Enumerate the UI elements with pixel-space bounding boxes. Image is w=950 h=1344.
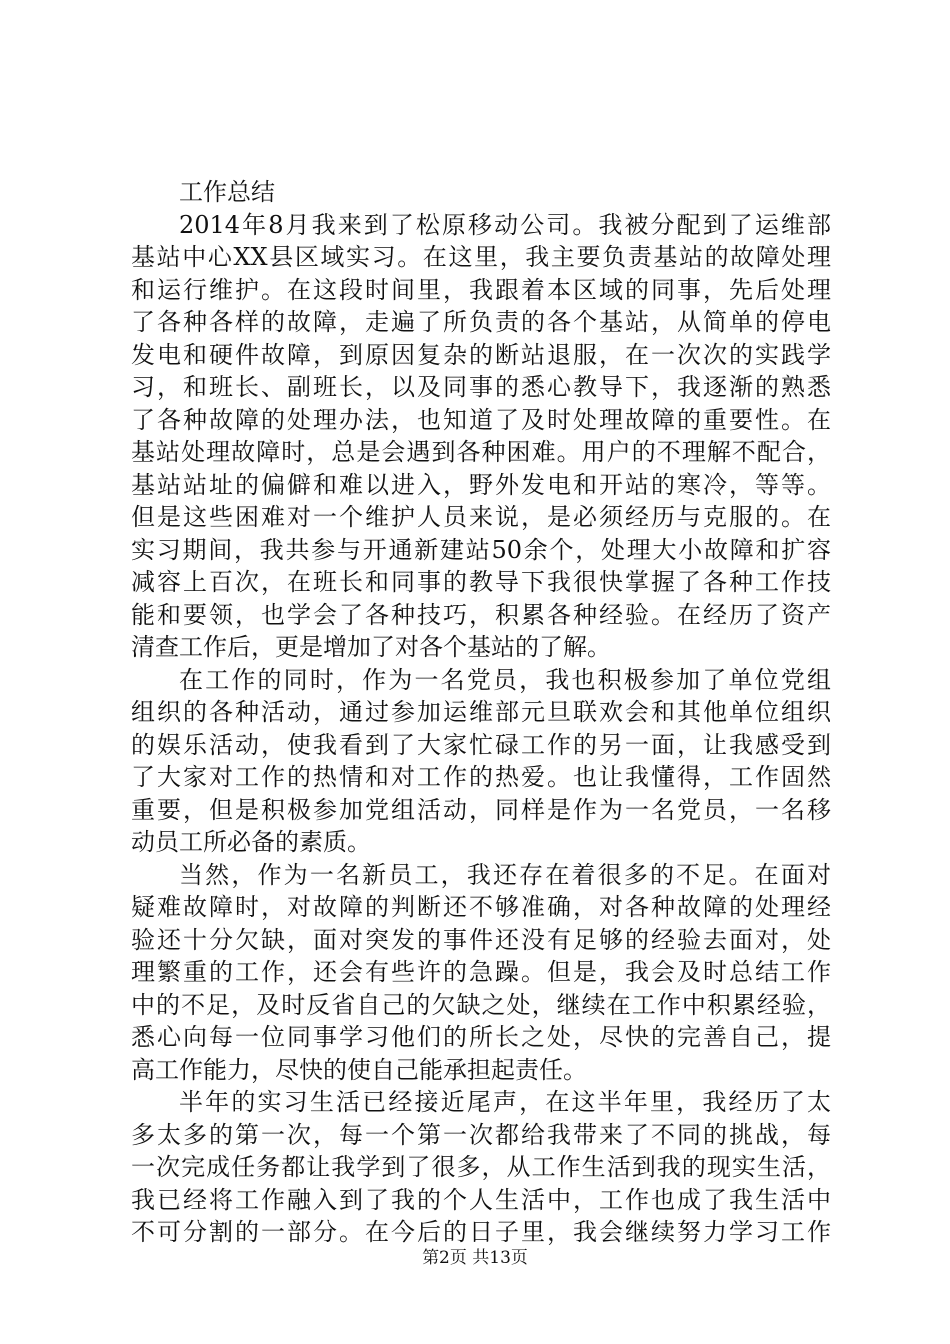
page-number-footer: 第2页 共13页 xyxy=(422,1248,528,1268)
paragraph-line: 但是这些困难对一个维护人员来说，是必须经历与克服的。在 xyxy=(131,503,831,531)
paragraph-line: 清查工作后，更是增加了对各个基站的了解。 xyxy=(131,633,611,661)
paragraph-line: 一次完成任务都让我学到了很多，从工作生活到我的现实生活， xyxy=(131,1153,831,1181)
paragraph-list xyxy=(131,209,831,1249)
paragraph-line: 和运行维护。在这段时间里，我跟着本区域的同事，先后处理 xyxy=(131,275,831,304)
paragraph xyxy=(131,209,831,664)
paragraph-line: 2014年8月我来到了松原移动公司。我被分配到了运维部 xyxy=(179,210,831,239)
document-heading: 工作总结 xyxy=(179,178,275,206)
paragraph-line: 发电和硬件故障，到原因复杂的断站退服，在一次次的实践学 xyxy=(131,340,831,369)
paragraph-line: 验还十分欠缺，面对突发的事件还没有足够的经验去面对，处 xyxy=(131,925,831,954)
paragraph-line: 半年的实习生活已经接近尾声，在这半年里，我经历了太 xyxy=(179,1088,831,1116)
paragraph-line: 基站处理故障时，总是会遇到各种困难。用户的不理解不配合， xyxy=(131,438,831,466)
paragraph-line: 高工作能力，尽快的使自己能承担起责任。 xyxy=(131,1055,587,1084)
paragraph-line: 了各种各样的故障，走遍了所负责的各个基站，从简单的停电 xyxy=(131,308,831,336)
paragraph-line: 了大家对工作的热情和对工作的热爱。也让我懂得，工作固然 xyxy=(131,763,831,791)
paragraph xyxy=(131,664,831,859)
paragraph-line: 悉心向每一位同事学习他们的所长之处，尽快的完善自己，提 xyxy=(131,1023,831,1051)
paragraph-line: 能和要领，也学会了各种技巧，积累各种经验。在经历了资产 xyxy=(131,600,831,629)
paragraph xyxy=(131,1086,831,1249)
paragraph-line: 动员工所必备的素质。 xyxy=(131,828,371,856)
paragraph-line: 在工作的同时，作为一名党员，我也积极参加了单位党组 xyxy=(179,665,831,694)
paragraph-line: 减容上百次，在班长和同事的教导下我很快掌握了各种工作技 xyxy=(131,568,831,596)
paragraph-line: 习，和班长、副班长，以及同事的悉心教导下，我逐渐的熟悉 xyxy=(131,373,831,401)
paragraph-line: 基站站址的偏僻和难以进入，野外发电和开站的寒冷，等等。 xyxy=(131,470,831,499)
paragraph-line: 基站中心XX县区域实习。在这里，我主要负责基站的故障处理 xyxy=(131,243,831,271)
paragraph-line: 不可分割的一部分。在今后的日子里，我会继续努力学习工作 xyxy=(131,1218,831,1246)
paragraph-line: 我已经将工作融入到了我的个人生活中，工作也成了我生活中 xyxy=(131,1185,831,1214)
paragraph xyxy=(131,859,831,1087)
document-body xyxy=(131,176,831,1249)
paragraph-line: 疑难故障时，对故障的判断还不够准确，对各种故障的处理经 xyxy=(131,893,831,921)
paragraph-line: 中的不足，及时反省自己的欠缺之处，继续在工作中积累经验， xyxy=(131,990,831,1019)
paragraph-line: 实习期间，我共参与开通新建站50余个，处理大小故障和扩容 xyxy=(131,535,831,564)
paragraph-line: 组织的各种活动，通过参加运维部元旦联欢会和其他单位组织 xyxy=(131,698,831,726)
paragraph-line: 的娱乐活动，使我看到了大家忙碌工作的另一面，让我感受到 xyxy=(131,730,831,759)
paragraph-line: 了各种故障的处理办法，也知道了及时处理故障的重要性。在 xyxy=(131,405,831,434)
paragraph-line: 理繁重的工作，还会有些许的急躁。但是，我会及时总结工作 xyxy=(131,958,831,986)
paragraph-line: 重要，但是积极参加党组活动，同样是作为一名党员，一名移 xyxy=(131,795,831,824)
paragraph-line: 当然，作为一名新员工，我还存在着很多的不足。在面对 xyxy=(179,860,831,889)
paragraph-line: 多太多的第一次，每一个第一次都给我带来了不同的挑战，每 xyxy=(131,1120,831,1149)
